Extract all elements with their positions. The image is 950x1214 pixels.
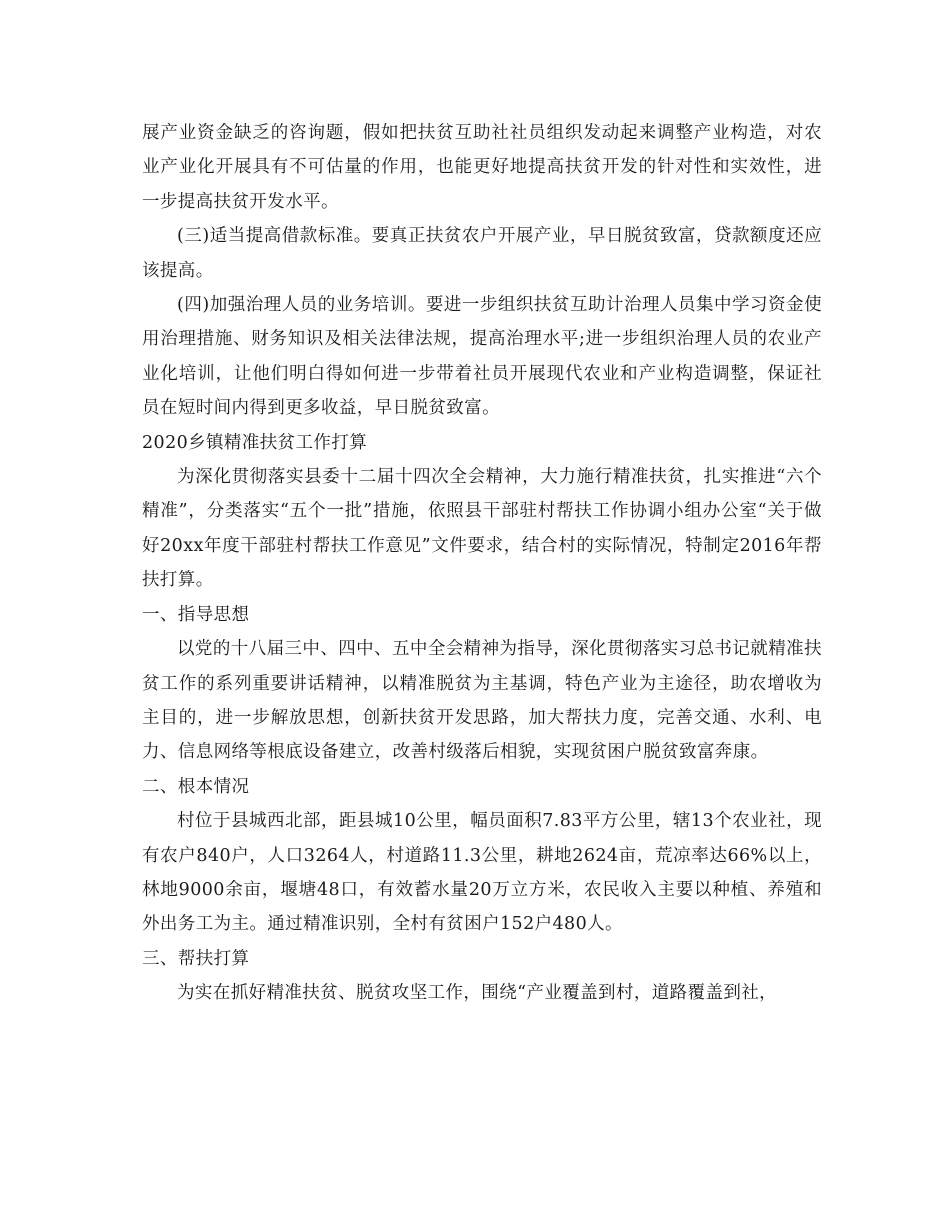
paragraph-item-three: (三)适当提高借款标准。要真正扶贫农户开展产业，早日脱贫致富，贷款额度还应该提高。 xyxy=(142,226,822,281)
paragraph-continuation: 展产业资金缺乏的咨询题，假如把扶贫互助社社员组织发动起来调整产业构造，对农业产业化开展具有不可估量的作用，也能更好地提高扶贫开发的针对性和实效性，进一步提高扶贫开发水平。 xyxy=(142,123,822,212)
heading-basic-situation: 二、根本情况 xyxy=(142,776,250,797)
document-body xyxy=(142,116,822,1011)
paragraph-basic-situation: 村位于县城西北部，距县城10公里，幅员面积7.83平方公里，辖13个农业社，现有农户840户，人口3264人，村道路11.3公里，耕地2624亩，荒凉率达66%以上，林地9000余亩，堰塘48口，有效蓄水量20万立方米，农民收入主要以种植、养殖和外出务工为主。通过精准识别，全村有贫困户152户480人。 xyxy=(142,811,822,935)
heading-assistance-plan: 三、帮扶打算 xyxy=(142,948,250,969)
paragraph-assistance-plan: 为实在抓好精准扶贫、脱贫攻坚工作，围绕“产业覆盖到村，道路覆盖到社， xyxy=(177,983,778,1004)
paragraph-item-four: (四)加强治理人员的业务培训。要进一步组织扶贫互助计治理人员集中学习资金使用治理措施、财务知识及相关法律法规，提高治理水平;进一步组织治理人员的农业产业化培训，让他们明白得如何进一步带着社员开展现代农业和产业构造调整，保证社员在短时间内得到更多收益，早日脱贫致富。 xyxy=(142,295,822,419)
paragraph-intro: 为深化贯彻落实县委十二届十四次全会精神，大力施行精准扶贫，扎实推进“六个精准”，分类落实“五个一批”措施，依照县干部驻村帮扶工作协调小组办公室“关于做好20xx年度干部驻村帮扶工作意见”文件要求，结合村的实际情况，特制定2016年帮扶打算。 xyxy=(142,467,822,591)
section-title: 2020乡镇精准扶贫工作打算 xyxy=(142,432,368,453)
heading-guiding-ideology: 一、指导思想 xyxy=(142,604,250,625)
paragraph-guiding-ideology: 以党的十八届三中、四中、五中全会精神为指导，深化贯彻落实习总书记就精准扶贫工作的系列重要讲话精神，以精准脱贫为主基调，特色产业为主途径，助农增收为主目的，进一步解放思想，创新扶贫开发思路，加大帮扶力度，完善交通、水利、电力、信息网络等根底设备建立，改善村级落后相貌，实现贫困户脱贫致富奔康。 xyxy=(142,639,822,763)
